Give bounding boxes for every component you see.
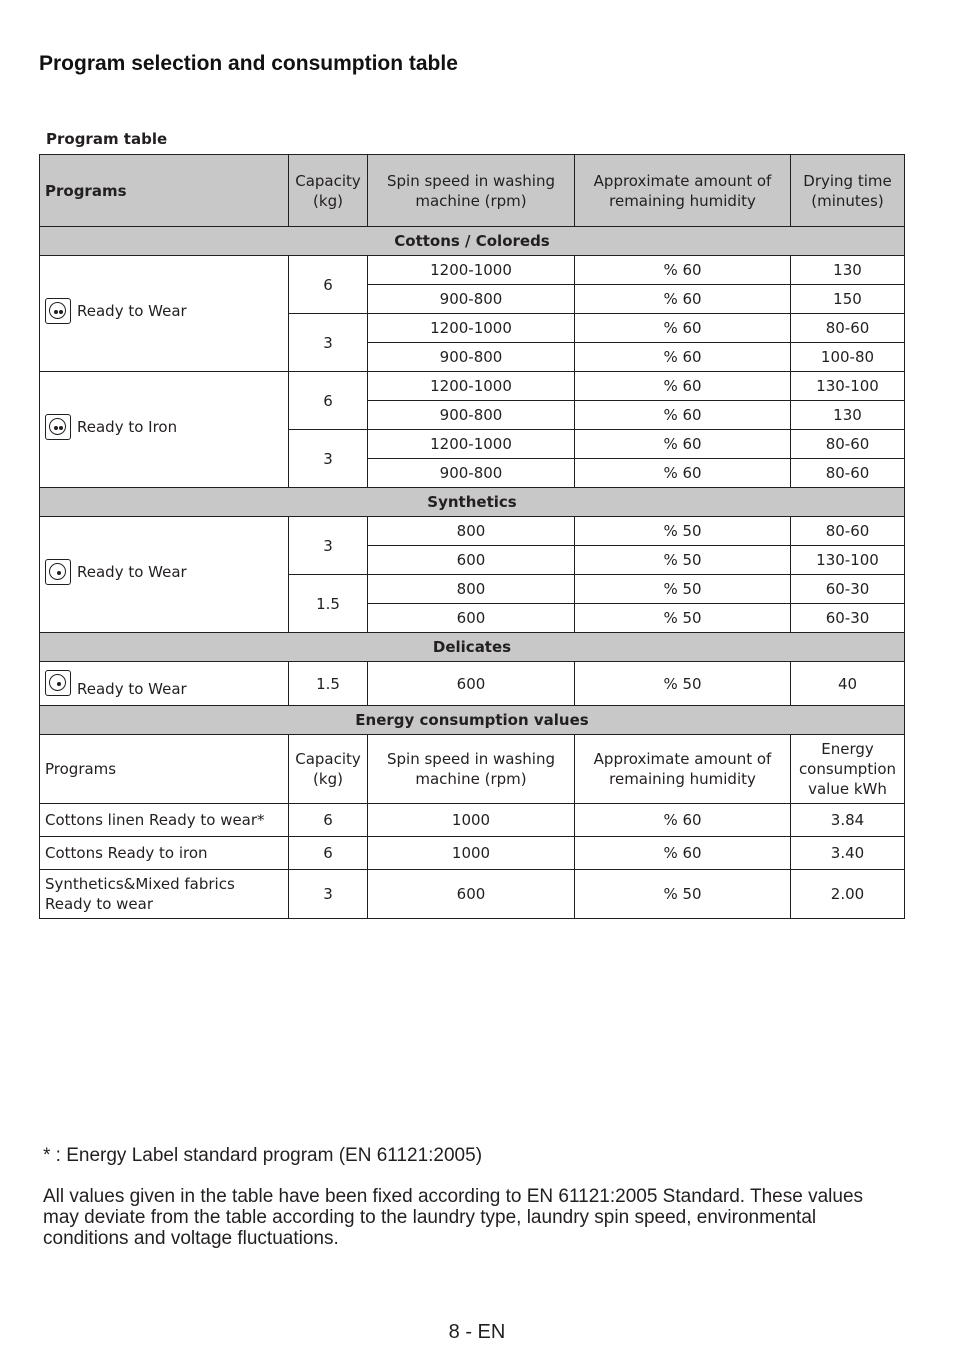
spin-cell: 900-800: [368, 285, 575, 314]
header-row: [40, 155, 905, 227]
capacity-cell: 6: [289, 256, 368, 314]
time-cell: 60-30: [791, 604, 905, 633]
time-cell: 80-60: [791, 314, 905, 343]
program-label: Ready to Wear: [77, 680, 187, 698]
time-cell: 60-30: [791, 575, 905, 604]
energy-header-row: [40, 735, 905, 804]
header-capacity: Capacity (kg): [289, 155, 368, 227]
humidity-cell: % 60: [575, 314, 791, 343]
energy-spin: 1000: [368, 804, 575, 837]
table-row: [40, 662, 905, 706]
two-dot-dryer-icon: [45, 298, 71, 324]
category-row: [40, 706, 905, 735]
header-drying: Drying time (minutes): [791, 155, 905, 227]
time-cell: 80-60: [791, 430, 905, 459]
program-cell: [40, 256, 289, 372]
time-cell: 80-60: [791, 459, 905, 488]
time-cell: 130-100: [791, 372, 905, 401]
category-cottons: Cottons / Coloreds: [40, 227, 905, 256]
program-cell: [40, 372, 289, 488]
energy-capacity: 3: [289, 870, 368, 919]
time-cell: 130: [791, 256, 905, 285]
category-row: [40, 227, 905, 256]
time-cell: 130-100: [791, 546, 905, 575]
spin-cell: 600: [368, 662, 575, 706]
energy-header-programs: Programs: [40, 735, 289, 804]
capacity-cell: 1.5: [289, 662, 368, 706]
header-programs: Programs: [40, 155, 289, 227]
humidity-cell: % 60: [575, 430, 791, 459]
humidity-cell: % 60: [575, 256, 791, 285]
page-number: 8 - EN: [448, 1321, 506, 1343]
energy-value: 2.00: [791, 870, 905, 919]
energy-program: Cottons Ready to iron: [40, 837, 289, 870]
energy-value: 3.40: [791, 837, 905, 870]
humidity-cell: % 50: [575, 546, 791, 575]
energy-header-spin: Spin speed in washing machine (rpm): [368, 735, 575, 804]
table-row: [40, 837, 905, 870]
two-dot-dryer-icon: [45, 414, 71, 440]
humidity-cell: % 60: [575, 343, 791, 372]
program-label: Ready to Iron: [77, 418, 178, 436]
capacity-cell: 1.5: [289, 575, 368, 633]
spin-cell: 800: [368, 517, 575, 546]
category-delicates: Delicates: [40, 633, 905, 662]
humidity-cell: % 50: [575, 575, 791, 604]
energy-capacity: 6: [289, 837, 368, 870]
capacity-cell: 3: [289, 314, 368, 372]
capacity-cell: 3: [289, 430, 368, 488]
table-row: [40, 804, 905, 837]
category-row: [40, 633, 905, 662]
energy-program: Synthetics&Mixed fabrics Ready to wear: [40, 870, 289, 919]
energy-program: Cottons linen Ready to wear*: [40, 804, 289, 837]
humidity-cell: % 50: [575, 604, 791, 633]
footnote-standard: All values given in the table have been fixed according to EN 61121:2005 Standard. These values may deviate from the table according to the laundry type, laundry spin speed, environmental conditions and voltage fluctuations.: [43, 1186, 864, 1249]
category-row: [40, 488, 905, 517]
table-row: [40, 256, 905, 285]
energy-spin: 600: [368, 870, 575, 919]
humidity-cell: % 60: [575, 372, 791, 401]
time-cell: 100-80: [791, 343, 905, 372]
energy-header-value: Energy consumption value kWh: [791, 735, 905, 804]
time-cell: 40: [791, 662, 905, 706]
spin-cell: 1200-1000: [368, 256, 575, 285]
program-label: Ready to Wear: [77, 302, 187, 320]
table-caption: Program table: [46, 130, 168, 148]
program-label: Ready to Wear: [77, 563, 187, 581]
spin-cell: 1200-1000: [368, 314, 575, 343]
energy-humidity: % 60: [575, 804, 791, 837]
time-cell: 130: [791, 401, 905, 430]
category-synthetics: Synthetics: [40, 488, 905, 517]
page-title: Program selection and consumption table: [39, 52, 458, 75]
category-energy: Energy consumption values: [40, 706, 905, 735]
energy-capacity: 6: [289, 804, 368, 837]
program-cell: [40, 517, 289, 633]
spin-cell: 900-800: [368, 401, 575, 430]
humidity-cell: % 60: [575, 401, 791, 430]
capacity-cell: 3: [289, 517, 368, 575]
spin-cell: 1200-1000: [368, 372, 575, 401]
time-cell: 150: [791, 285, 905, 314]
header-humidity: Approximate amount of remaining humidity: [575, 155, 791, 227]
time-cell: 80-60: [791, 517, 905, 546]
table-row: [40, 870, 905, 919]
energy-header-capacity: Capacity (kg): [289, 735, 368, 804]
table-row: [40, 372, 905, 401]
energy-header-humidity: Approximate amount of remaining humidity: [575, 735, 791, 804]
spin-cell: 1200-1000: [368, 430, 575, 459]
program-cell: [40, 662, 289, 706]
energy-humidity: % 50: [575, 870, 791, 919]
capacity-cell: 6: [289, 372, 368, 430]
header-spin: Spin speed in washing machine (rpm): [368, 155, 575, 227]
spin-cell: 600: [368, 546, 575, 575]
program-table: [39, 154, 905, 919]
energy-humidity: % 60: [575, 837, 791, 870]
footnote-asterisk: * : Energy Label standard program (EN 61121:2005): [43, 1145, 483, 1166]
spin-cell: 800: [368, 575, 575, 604]
spin-cell: 600: [368, 604, 575, 633]
humidity-cell: % 60: [575, 459, 791, 488]
table-row: [40, 517, 905, 546]
energy-value: 3.84: [791, 804, 905, 837]
energy-spin: 1000: [368, 837, 575, 870]
humidity-cell: % 50: [575, 662, 791, 706]
humidity-cell: % 60: [575, 285, 791, 314]
humidity-cell: % 50: [575, 517, 791, 546]
one-dot-dryer-icon: [45, 559, 71, 585]
one-dot-dryer-icon: [45, 670, 71, 696]
spin-cell: 900-800: [368, 343, 575, 372]
spin-cell: 900-800: [368, 459, 575, 488]
